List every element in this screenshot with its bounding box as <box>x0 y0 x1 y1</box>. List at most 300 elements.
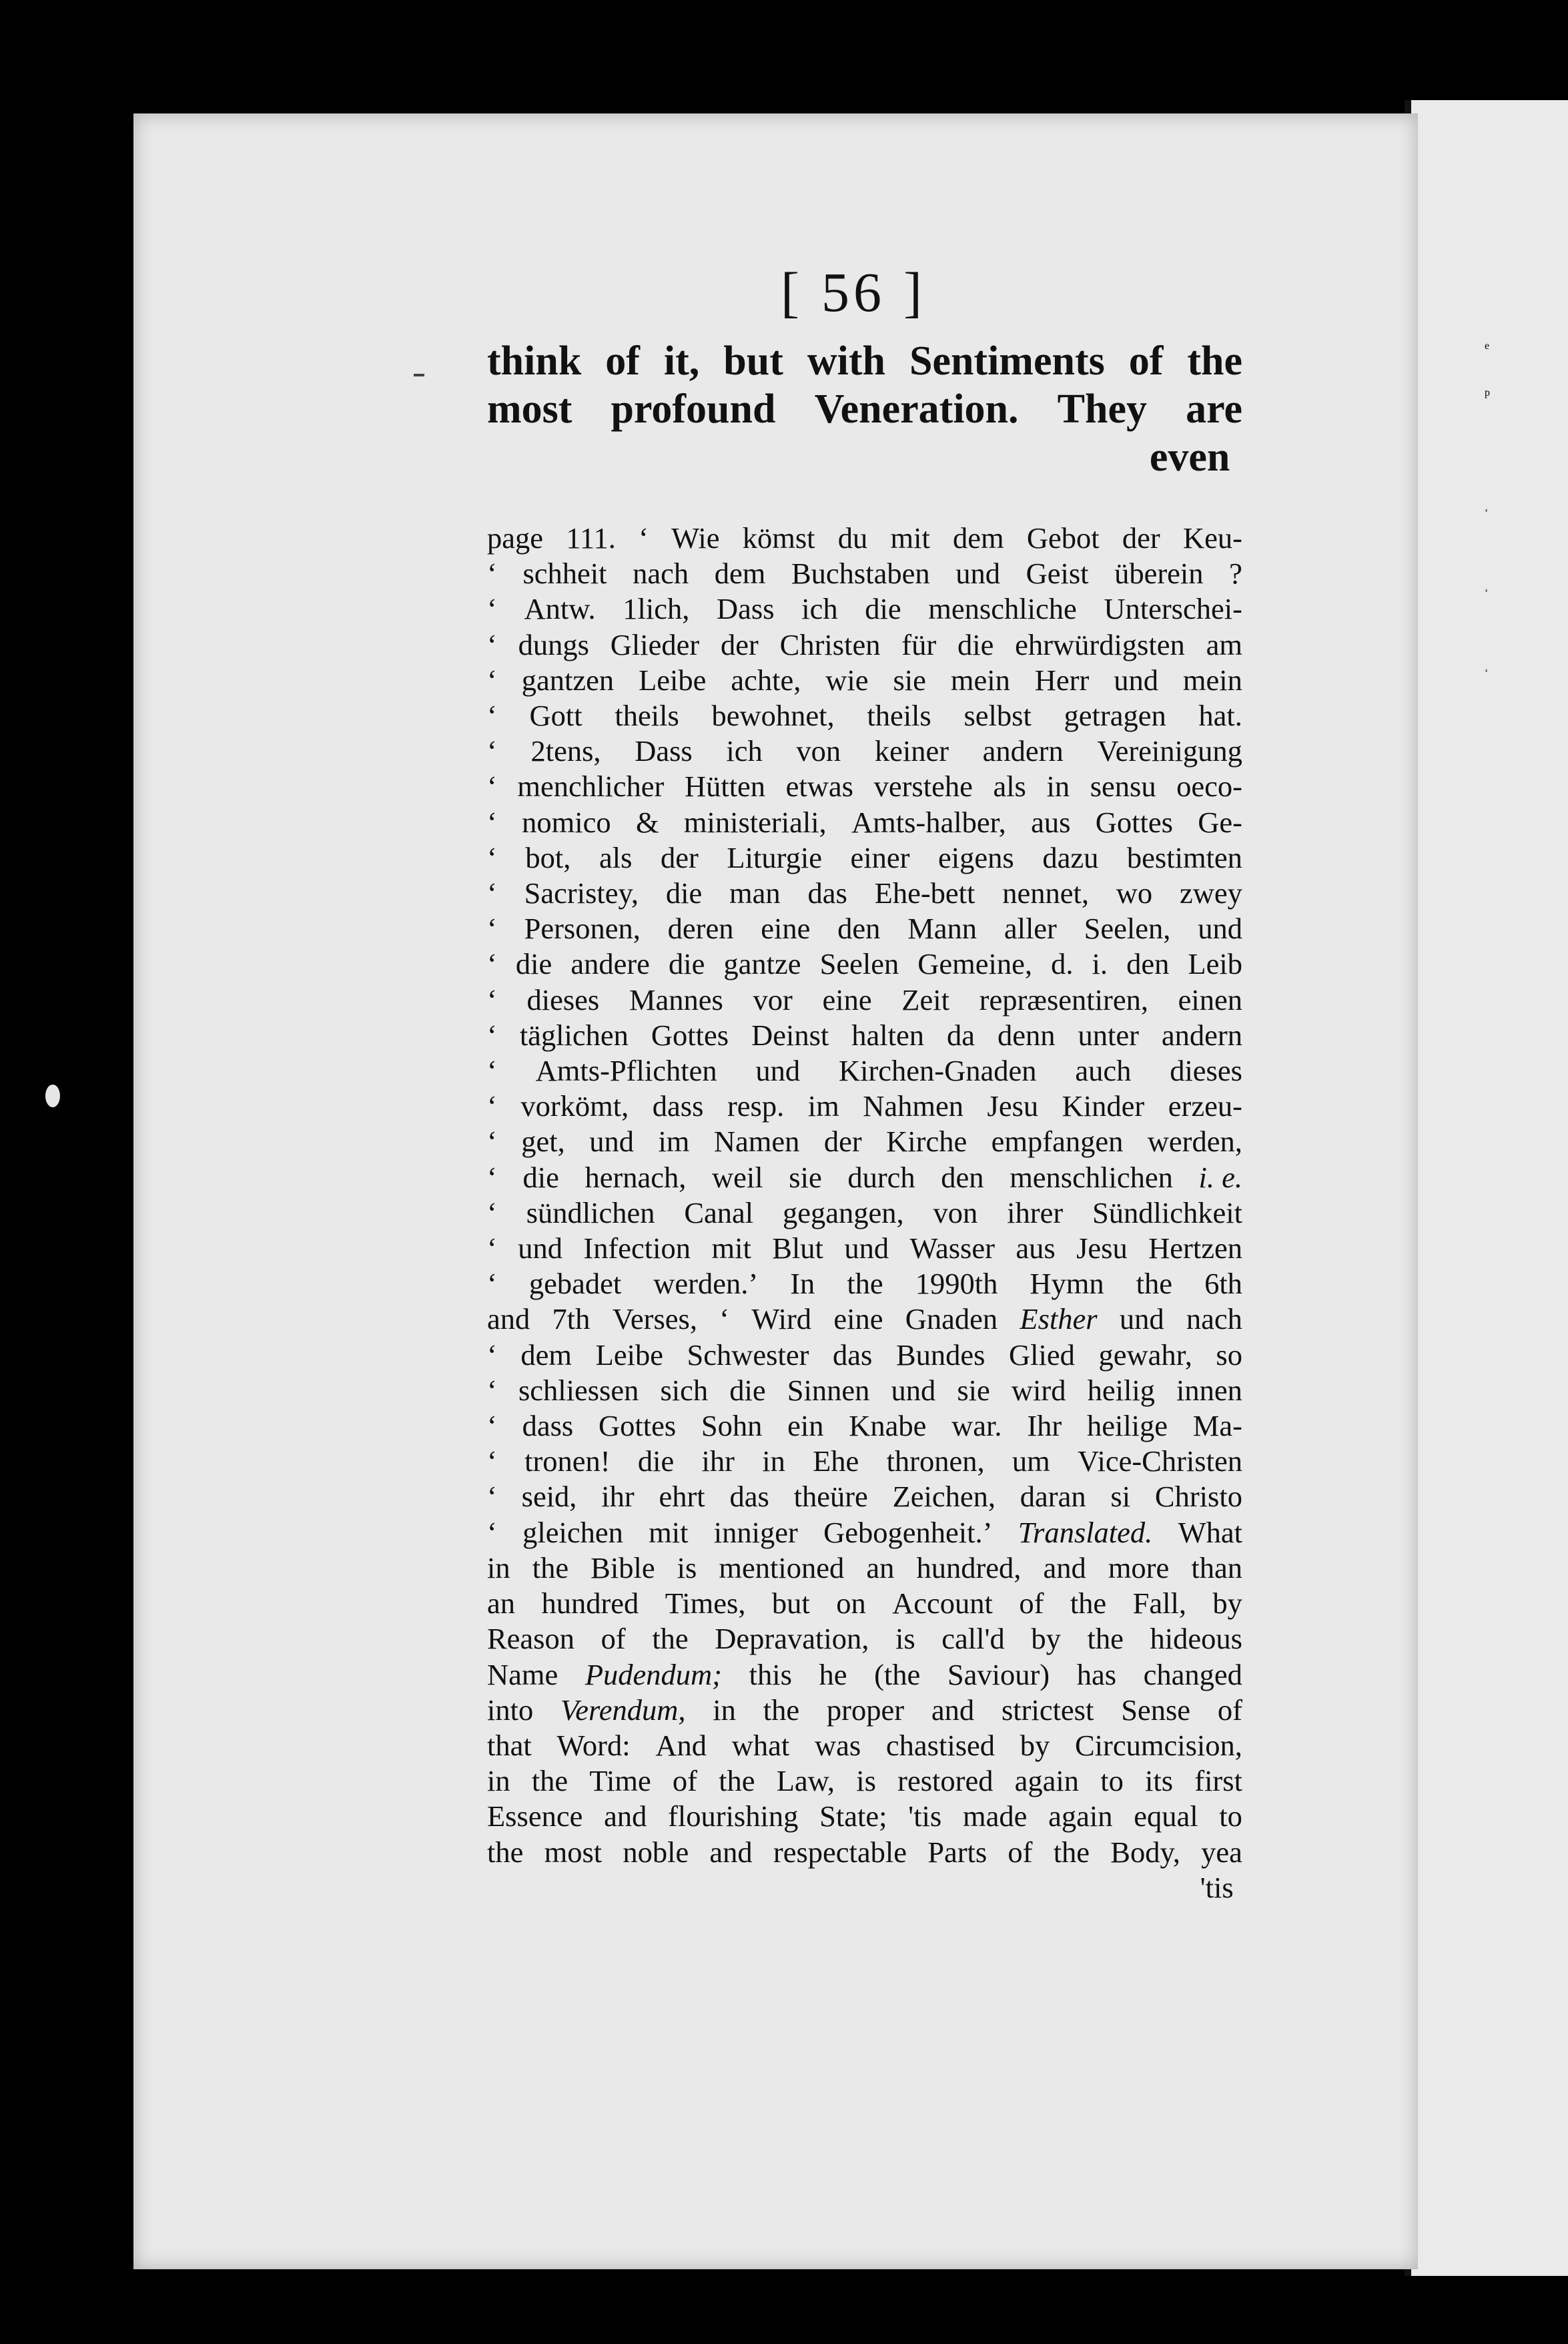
word: Jesu <box>1076 1231 1128 1265</box>
text-line <box>487 1266 1242 1301</box>
word: Buchstaben <box>791 557 930 591</box>
text-line <box>487 1621 1242 1657</box>
word: Word: <box>556 1728 631 1762</box>
word: das <box>833 1338 873 1372</box>
word: by <box>1020 1728 1050 1762</box>
word: the <box>1136 1267 1173 1301</box>
word: gegangen, <box>783 1195 904 1229</box>
word: bestimten <box>1126 840 1242 874</box>
word: Ge- <box>1198 805 1242 839</box>
word: Canal <box>684 1195 754 1229</box>
word: Hymn <box>1030 1267 1104 1301</box>
word: ministeriali, <box>683 805 827 839</box>
facing-page-fragment: ‘ <box>1485 667 1489 679</box>
word: und <box>844 1231 889 1265</box>
word: Amts-halber, <box>851 805 1006 839</box>
word: Hütten <box>684 770 766 804</box>
word: In <box>790 1267 815 1301</box>
facing-page-fragment: e <box>1485 340 1490 352</box>
word: Knabe <box>849 1409 927 1443</box>
word: den <box>941 1160 984 1194</box>
word: first <box>1194 1764 1242 1798</box>
text-line <box>487 1124 1242 1159</box>
word: is <box>895 1622 915 1656</box>
word: yea <box>1201 1835 1242 1869</box>
word: die <box>865 592 901 626</box>
word: was <box>814 1728 861 1762</box>
text-line <box>487 946 1242 982</box>
word: halten <box>851 1018 924 1052</box>
word: the <box>1187 338 1242 384</box>
word: menchlicher <box>517 770 665 804</box>
word: the <box>763 1693 800 1727</box>
word: ‘ <box>487 1480 497 1514</box>
word: ‘ <box>487 770 497 804</box>
word: hernach, <box>584 1160 687 1194</box>
word: mit <box>890 521 930 555</box>
word: ein <box>787 1409 824 1443</box>
text-line <box>487 734 1242 769</box>
word: die <box>729 1373 766 1407</box>
facing-page-edge <box>1405 100 1568 2276</box>
word: (the <box>874 1657 921 1691</box>
word: ‘ <box>487 1231 497 1265</box>
word: tronen! <box>524 1444 611 1478</box>
word: ‘ <box>487 1267 497 1301</box>
word: Sohn <box>701 1409 763 1443</box>
word: They <box>1057 386 1147 432</box>
text-line <box>487 1444 1242 1479</box>
word: Kinder <box>1062 1089 1145 1123</box>
word: the <box>847 1267 883 1301</box>
word: ‘ <box>719 1302 730 1336</box>
word: of <box>605 338 640 384</box>
word: eine <box>822 982 872 1016</box>
text-line <box>487 876 1242 911</box>
word: daran <box>1020 1480 1086 1514</box>
word: Leibe <box>639 663 707 697</box>
word: und <box>955 557 1000 591</box>
word: einen <box>1178 982 1242 1016</box>
word: denn <box>997 1018 1056 1052</box>
word: ihr <box>701 1444 735 1478</box>
word: sündlichen <box>526 1195 655 1229</box>
word: with <box>807 338 885 384</box>
word: ehrt <box>659 1480 705 1514</box>
word: um <box>1012 1444 1050 1478</box>
word: nomico <box>522 805 611 839</box>
word: is <box>677 1550 697 1584</box>
word: Amts-Pflichten <box>535 1054 717 1088</box>
word: and <box>487 1302 530 1336</box>
word: innen <box>1176 1373 1242 1407</box>
word: mit <box>711 1231 751 1265</box>
word: ‘ <box>487 840 497 874</box>
word: dass <box>522 1409 574 1443</box>
word: ‘ <box>487 1515 497 1549</box>
word: 1lich, <box>623 592 690 626</box>
word: unter <box>1078 1018 1139 1052</box>
word: And <box>655 1728 707 1762</box>
word: gantze <box>723 947 801 981</box>
word: by <box>1031 1622 1061 1656</box>
word: by <box>1212 1586 1242 1621</box>
word: mein <box>1182 663 1242 697</box>
word: ihrer <box>1007 1195 1064 1229</box>
word: sensu <box>1090 770 1156 804</box>
word: täglichen <box>519 1018 629 1052</box>
text-line <box>487 911 1242 946</box>
word: the <box>1087 1622 1124 1656</box>
word: ‘ <box>487 1444 497 1478</box>
text-line <box>487 982 1242 1018</box>
word: What <box>1178 1515 1242 1549</box>
word: die <box>522 1160 559 1194</box>
word: restored <box>897 1764 994 1798</box>
word: but <box>771 1586 810 1621</box>
word: wie <box>825 663 869 697</box>
word: and <box>604 1799 647 1833</box>
word: than <box>1191 1550 1242 1584</box>
word: der <box>661 840 699 874</box>
word: den <box>1126 947 1170 981</box>
word: ‘ <box>487 734 497 768</box>
word: menschlichen <box>1010 1160 1173 1194</box>
word: Essence <box>487 1799 583 1833</box>
word: Veneration. <box>814 386 1019 432</box>
word: and <box>1043 1550 1086 1584</box>
word: und <box>1114 663 1158 697</box>
word: Pudendum; <box>584 1657 722 1691</box>
facing-page-fragment: p <box>1485 387 1490 398</box>
text-line <box>487 1515 1242 1550</box>
text-line <box>487 1053 1242 1089</box>
word: hundred <box>541 1586 639 1621</box>
word: Gebot <box>1026 521 1100 555</box>
text-line <box>487 663 1242 698</box>
word: zwey <box>1180 876 1242 910</box>
word: ich <box>801 592 838 626</box>
word: selbst <box>963 699 1032 733</box>
text-line <box>487 1870 1242 1906</box>
word: als <box>599 840 633 874</box>
word: repræsentiren, <box>979 982 1148 1016</box>
word: sich <box>660 1373 709 1407</box>
word: Seelen, <box>1084 912 1171 946</box>
word: menschliche <box>928 592 1077 626</box>
word: ? <box>1229 557 1242 591</box>
word: Christo <box>1154 1480 1242 1514</box>
word: Namen <box>713 1125 800 1159</box>
word: Kirchen-Gnaden <box>838 1054 1037 1088</box>
word: he <box>819 1657 847 1691</box>
word: deren <box>667 912 734 946</box>
word: Saviour) <box>947 1657 1050 1691</box>
word: die <box>665 876 703 910</box>
word: auch <box>1075 1054 1132 1088</box>
word: ‘ <box>487 557 497 591</box>
text-line <box>487 627 1242 663</box>
word: Ma- <box>1192 1409 1242 1443</box>
text-line <box>487 1338 1242 1373</box>
word: that <box>487 1728 532 1762</box>
word: wo <box>1116 876 1153 910</box>
word: oeco- <box>1176 770 1242 804</box>
word: Keu- <box>1182 521 1242 555</box>
word: heilige <box>1086 1409 1168 1443</box>
word: Depravation, <box>715 1622 869 1656</box>
word: is <box>856 1764 876 1798</box>
text-line <box>487 805 1242 840</box>
word: du <box>837 521 868 555</box>
word: ‘ <box>487 1125 497 1159</box>
word: sie <box>789 1160 822 1194</box>
word: aller <box>1004 912 1057 946</box>
word: most <box>544 1835 603 1869</box>
word: und <box>1198 912 1242 946</box>
word: Personen, <box>524 912 641 946</box>
word: Account <box>892 1586 993 1621</box>
word: Time <box>589 1764 651 1798</box>
word: Body, <box>1110 1835 1180 1869</box>
word: schheit <box>522 557 607 591</box>
word: und <box>589 1125 634 1159</box>
word: Times, <box>665 1586 746 1621</box>
word: Gottes <box>651 1018 729 1052</box>
word: aus <box>1016 1231 1056 1265</box>
word: Kirche <box>886 1125 967 1159</box>
word: dass <box>652 1089 704 1123</box>
word: ‘ <box>487 1195 497 1229</box>
word: man <box>729 876 781 910</box>
word: thronen, <box>886 1444 985 1478</box>
word: Reason <box>487 1622 575 1656</box>
word: werden.’ <box>653 1267 759 1301</box>
word: Dass <box>717 592 775 626</box>
word: ihr <box>601 1480 635 1514</box>
word: Leib <box>1188 947 1242 981</box>
word: Liturgie <box>727 840 822 874</box>
text-line <box>487 1408 1242 1444</box>
word: ‘ <box>639 521 649 555</box>
word: respectable <box>773 1835 907 1869</box>
word: Ehe <box>813 1444 859 1478</box>
word: Bible <box>591 1550 655 1584</box>
word: von <box>933 1195 978 1229</box>
text-line <box>487 337 1242 385</box>
word: dieses <box>1170 1054 1242 1088</box>
word: 6th <box>1204 1267 1242 1301</box>
word: überein <box>1114 557 1204 591</box>
word: ‘ <box>487 1018 497 1052</box>
facing-page-fragment: ‘ <box>1485 587 1489 599</box>
word: ‘ <box>487 1054 497 1088</box>
word: im <box>807 1089 839 1123</box>
word: da <box>946 1018 975 1052</box>
word: das <box>807 876 847 910</box>
word: changed <box>1143 1657 1242 1691</box>
word: Infection <box>583 1231 691 1265</box>
word: am <box>1206 627 1242 661</box>
word: Zeit <box>901 982 949 1016</box>
word: im <box>658 1125 690 1159</box>
word: Seelen <box>819 947 899 981</box>
word: der <box>1122 521 1160 555</box>
text-line <box>487 1728 1242 1763</box>
word: bot, <box>525 840 571 874</box>
text-line <box>487 1693 1242 1728</box>
text-line <box>487 769 1242 804</box>
word: weil <box>712 1160 763 1194</box>
word: achte, <box>731 663 801 697</box>
word: the <box>652 1622 689 1656</box>
word: on <box>836 1586 866 1621</box>
word: ich <box>726 734 763 768</box>
word: hideous <box>1150 1622 1242 1656</box>
word: die <box>637 1444 675 1478</box>
word: ‘ <box>487 1409 497 1443</box>
word: profound <box>611 386 776 432</box>
word: ‘ <box>487 982 497 1016</box>
word: dem <box>714 557 766 591</box>
word: i. e. <box>1198 1160 1242 1194</box>
word: war. <box>951 1409 1002 1443</box>
text-line <box>487 1231 1242 1266</box>
text-line <box>487 698 1242 734</box>
word: dem <box>953 521 1004 555</box>
word: Wasser <box>909 1231 995 1265</box>
main-text-block <box>487 337 1242 481</box>
word: ‘ <box>487 1373 497 1407</box>
word: Mann <box>907 912 977 946</box>
word: theüre <box>793 1480 868 1514</box>
word: vor <box>753 982 793 1016</box>
word: wird <box>1011 1373 1066 1407</box>
word: hat. <box>1198 699 1242 733</box>
word: verstehe <box>873 770 973 804</box>
word: Bundes <box>895 1338 986 1372</box>
word: Leibe <box>595 1338 663 1372</box>
word: eine <box>833 1302 883 1336</box>
word: d. <box>1051 947 1074 981</box>
word: Antw. <box>524 592 596 626</box>
word: Law, <box>776 1764 835 1798</box>
word: of <box>1019 1586 1044 1621</box>
word: die <box>668 947 705 981</box>
text-line <box>487 1550 1242 1586</box>
word: ehrwürdigsten <box>1015 627 1185 661</box>
word: resp. <box>727 1089 785 1123</box>
word: empfangen <box>991 1125 1124 1159</box>
word: are <box>1186 386 1242 432</box>
text-line <box>487 1373 1242 1408</box>
word: flourishing <box>668 1799 799 1833</box>
word: Gebogenheit.’ <box>823 1515 993 1549</box>
word: Verendum, <box>560 1693 686 1727</box>
word: ‘ <box>487 912 497 946</box>
word: Vice-Christen <box>1078 1444 1242 1478</box>
word: this <box>749 1657 792 1691</box>
word: und <box>518 1231 562 1265</box>
word: call'd <box>941 1622 1005 1656</box>
text-line <box>487 433 1242 481</box>
word: chastised <box>885 1728 996 1762</box>
word: of <box>601 1622 626 1656</box>
binding-hole <box>45 1085 60 1107</box>
word: Sentiments <box>909 338 1105 384</box>
word: in <box>487 1550 510 1584</box>
text-line <box>487 1586 1242 1621</box>
word: ‘ <box>487 1338 497 1372</box>
word: Parts <box>927 1835 988 1869</box>
word: Vereinigung <box>1097 734 1242 768</box>
word: Gottes <box>598 1409 677 1443</box>
word: gebadet <box>528 1267 622 1301</box>
word: ‘ <box>487 663 497 697</box>
word: of <box>1008 1835 1033 1869</box>
word: seid, <box>521 1480 577 1514</box>
word: noble <box>623 1835 689 1869</box>
word: it, <box>663 338 700 384</box>
word: gantzen <box>521 663 615 697</box>
word: 7th <box>552 1302 591 1336</box>
word: vorkömt, <box>520 1089 629 1123</box>
word: ‘ <box>487 876 497 910</box>
word: theils <box>615 699 679 733</box>
word: Translated. <box>1018 1515 1153 1549</box>
word: die <box>957 627 994 661</box>
word: equal <box>1134 1799 1198 1833</box>
word: i. <box>1092 947 1108 981</box>
word: made <box>962 1799 1028 1833</box>
word: in <box>713 1693 736 1727</box>
word: of <box>672 1764 697 1798</box>
word: 'tis <box>1200 1870 1234 1904</box>
word: ‘ <box>487 947 497 981</box>
word: the <box>531 1764 568 1798</box>
word: theils <box>867 699 931 733</box>
word: 2tens, <box>530 734 601 768</box>
word: strictest <box>1001 1693 1094 1727</box>
text-line <box>487 1195 1242 1231</box>
word: an <box>487 1586 516 1621</box>
word: 111. <box>566 521 616 555</box>
word: in <box>1046 770 1070 804</box>
word: more <box>1108 1550 1170 1584</box>
text-line <box>487 1763 1242 1799</box>
word: Sinnen <box>787 1373 870 1407</box>
word: 'tis <box>908 1799 942 1833</box>
word: mein <box>950 663 1010 697</box>
word: what <box>731 1728 790 1762</box>
word: and <box>931 1693 975 1727</box>
word: into <box>487 1693 534 1727</box>
word: aus <box>1031 805 1071 839</box>
word: Sacristey, <box>524 876 639 910</box>
word: Hertzen <box>1148 1231 1242 1265</box>
word: eigens <box>938 840 1014 874</box>
word: und <box>1119 1302 1164 1336</box>
text-line <box>487 1835 1242 1870</box>
word: der <box>823 1125 862 1159</box>
word: das <box>729 1480 769 1514</box>
word: keiner <box>874 734 949 768</box>
word: most <box>487 386 572 432</box>
text-line <box>487 385 1242 433</box>
word: ‘ <box>487 805 497 839</box>
word: si <box>1110 1480 1131 1514</box>
word: eine <box>761 912 811 946</box>
